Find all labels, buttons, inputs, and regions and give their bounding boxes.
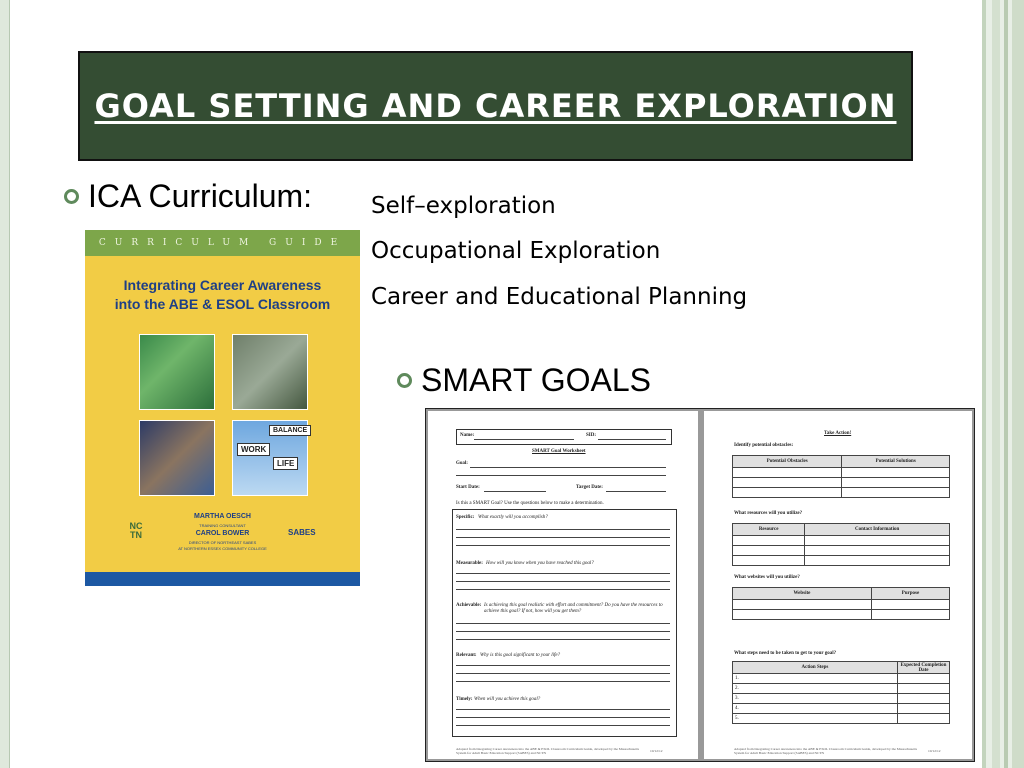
bullet-curriculum-text: ICA Curriculum:: [88, 178, 313, 214]
author-role: DIRECTOR OF NORTHEAST SABES: [188, 540, 257, 545]
table-header: Website: [733, 588, 872, 600]
take-action-heading: Take Action!: [824, 431, 852, 436]
cover-photo-signs: [232, 420, 308, 496]
curriculum-item: Career and Educational Planning: [371, 284, 748, 310]
bullet-dot-icon: [64, 189, 79, 204]
sign-life: LIFE: [273, 457, 298, 470]
relevant-label: Relevant:: [456, 653, 477, 658]
steps-label: What steps need to be taken to get to your goal?: [734, 651, 837, 656]
curriculum-guide-cover: [85, 230, 360, 586]
worksheet-footer: Adapted from Integrating Career Awareness into the ABE & ESOL Classroom Curriculum Guide, developed by the Massachusetts System for Adult Basic Education Support (SABES) and NCTN: [734, 747, 917, 755]
smart-question: Is this a SMART Goal? Use the questions below to make a determination.: [456, 501, 604, 506]
websites-table: [732, 587, 950, 620]
author-name: CAROL BOWER: [195, 530, 250, 537]
step-number: 3.: [733, 694, 898, 704]
cover-background-pattern: [85, 330, 360, 500]
step-number: 5.: [733, 714, 898, 724]
curriculum-item: Self–exploration: [371, 193, 556, 219]
table-header: Potential Solutions: [842, 456, 950, 468]
nctn-logo: NC TN: [129, 521, 143, 540]
specific-question: What exactly will you accomplish?: [478, 515, 548, 520]
cover-title: [85, 276, 360, 314]
cover-title-line: Integrating Career Awareness: [123, 277, 322, 293]
cover-title-line: into the ABE & ESOL Classroom: [114, 296, 331, 312]
title-box: [78, 51, 913, 161]
goal-label: Goal:: [456, 461, 468, 466]
start-date-label: Start Date:: [456, 485, 480, 490]
worksheet-page-left: [428, 411, 698, 759]
smart-goal-worksheet: [425, 408, 975, 762]
curriculum-item: Occupational Exploration: [371, 238, 661, 264]
author-name: MARTHA OESCH: [194, 513, 251, 520]
table-header: Resource: [733, 524, 805, 536]
sign-work: WORK: [237, 443, 270, 456]
obstacles-table: [732, 455, 950, 498]
author-org: AT NORTHERN ESSEX COMMUNITY COLLEGE: [178, 546, 267, 551]
sign-balance: BALANCE: [269, 425, 311, 436]
worksheet-heading: SMART Goal Worksheet: [532, 449, 586, 454]
target-date-label: Target Date:: [576, 485, 603, 490]
cover-photo-hands: [139, 334, 215, 410]
table-header: Contact Information: [805, 524, 950, 536]
achievable-question: Is achieving this goal realistic with effort and commitment? Do you have the resources to achieve this goal? If not, how will you get them?: [484, 603, 663, 614]
left-border-decoration: [0, 0, 10, 768]
specific-label: Specific:: [456, 515, 475, 520]
resources-table: [732, 523, 950, 566]
step-number: 4.: [733, 704, 898, 714]
bullet-dot-icon: [397, 373, 412, 388]
name-box: [456, 429, 672, 445]
timely-label: Timely:: [456, 697, 473, 702]
bullet-smart-text: SMART GOALS: [421, 362, 651, 398]
author-role: TRAINING CONSULTANT: [199, 523, 246, 528]
obstacles-label: Identify potential obstacles:: [734, 443, 794, 448]
table-header: Purpose: [871, 588, 949, 600]
bullet-curriculum: [64, 178, 312, 215]
sid-label: SID:: [586, 433, 597, 438]
table-header: Action Steps: [733, 662, 898, 674]
cover-photo-steps: [232, 334, 308, 410]
worksheet-footer-date: 10/12/12: [650, 749, 663, 753]
table-header: Expected Completion Date: [897, 662, 949, 674]
sabes-logo: SABES: [288, 528, 316, 537]
bullet-smart-goals: [397, 362, 651, 399]
slide-title: GOAL SETTING AND CAREER EXPLORATION: [94, 86, 897, 125]
measurable-question: How will you know when you have reached this goal?: [486, 561, 594, 566]
name-label: Name:: [460, 433, 475, 438]
worksheet-footer: Adapted from Integrating Career Awareness into the ABE & ESOL Classroom Curriculum Guide, developed by the Massachusetts System for Adult Basic Education Support (SABES) and NCTN: [456, 747, 639, 755]
step-number: 1.: [733, 674, 898, 684]
cover-photo-people: [139, 420, 215, 496]
cover-bottom-band: [85, 572, 360, 586]
timely-question: When will you achieve this goal?: [474, 697, 541, 702]
achievable-label: Achievable:: [456, 603, 482, 608]
worksheet-page-right: [704, 411, 972, 759]
action-steps-table: [732, 661, 950, 724]
table-header: Potential Obstacles: [733, 456, 842, 468]
relevant-question: Why is this goal significant to your life?: [480, 653, 561, 658]
cover-band: CURRICULUM GUIDE: [85, 230, 360, 256]
right-border-decoration: [982, 0, 1024, 768]
measurable-label: Measurable:: [456, 561, 483, 566]
resources-label: What resources will you utilize?: [734, 511, 803, 516]
websites-label: What websites will you utilize?: [734, 575, 800, 580]
worksheet-footer-date: 10/12/12: [928, 749, 941, 753]
step-number: 2.: [733, 684, 898, 694]
